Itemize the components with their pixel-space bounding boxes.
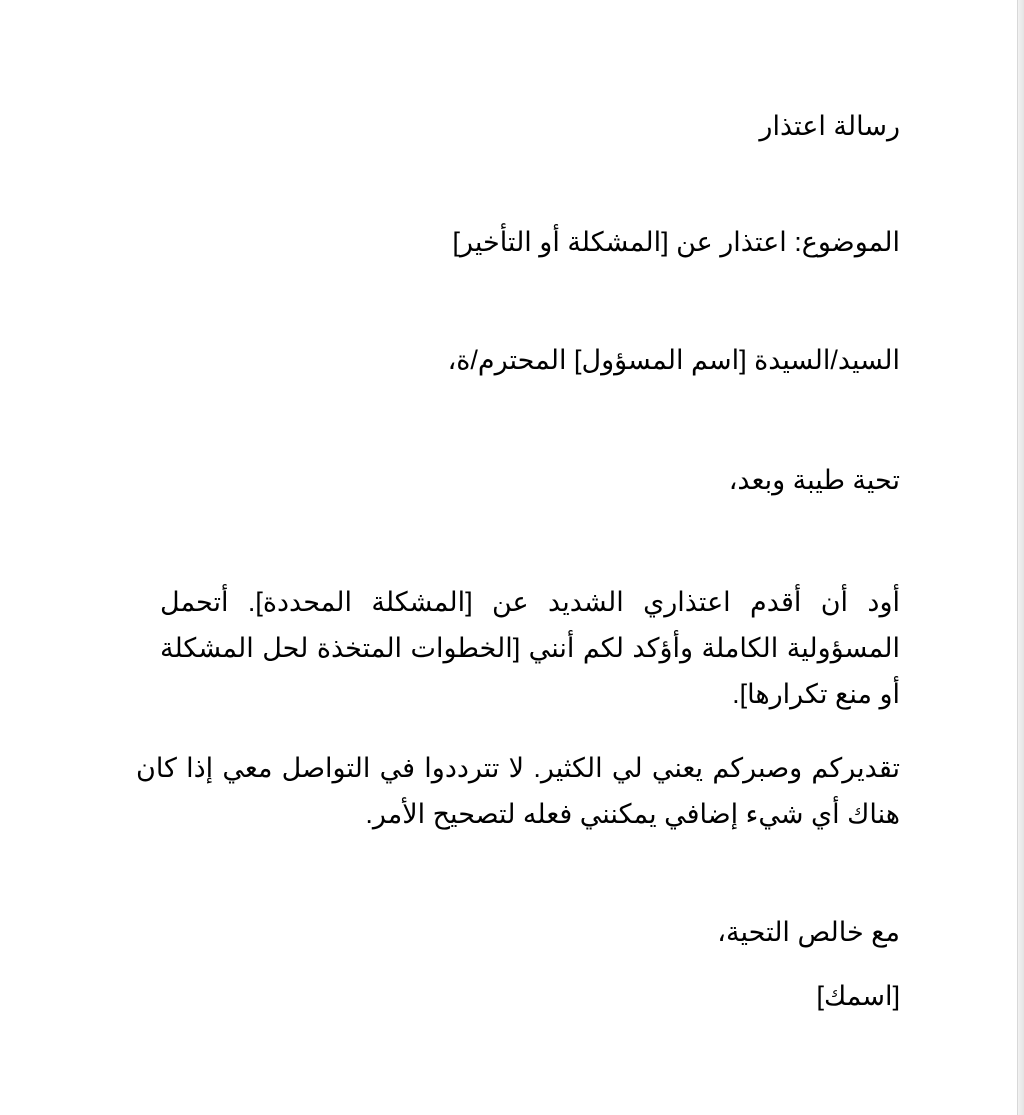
letter-closing: مع خالص التحية، bbox=[717, 917, 900, 947]
letter-paragraph-2: تقديركم وصبركم يعني لي الكثير. لا تترددوا في التواصل معي إذا كان هناك أي شيء إضافي يمكنني فعله لتصحيح الأمر. bbox=[136, 753, 900, 829]
letter-paragraph-1: أود أن أقدم اعتذاري الشديد عن [المشكلة المحددة]. أتحمل المسؤولية الكاملة وأؤكد لكم أنني [الخطوات المتخذة لحل المشكلة أو منع تكرارها]. bbox=[160, 587, 900, 709]
page-edge-divider bbox=[1017, 0, 1024, 1115]
letter-salutation: السيد/السيدة [اسم المسؤول] المحترم/ة، bbox=[447, 345, 900, 375]
letter-title: رسالة اعتذار bbox=[759, 111, 900, 141]
letter-signature: [اسمك] bbox=[816, 981, 900, 1011]
letter-subject: الموضوع: اعتذار عن [المشكلة أو التأخير] bbox=[452, 227, 900, 257]
letter-greeting: تحية طيبة وبعد، bbox=[728, 465, 900, 495]
